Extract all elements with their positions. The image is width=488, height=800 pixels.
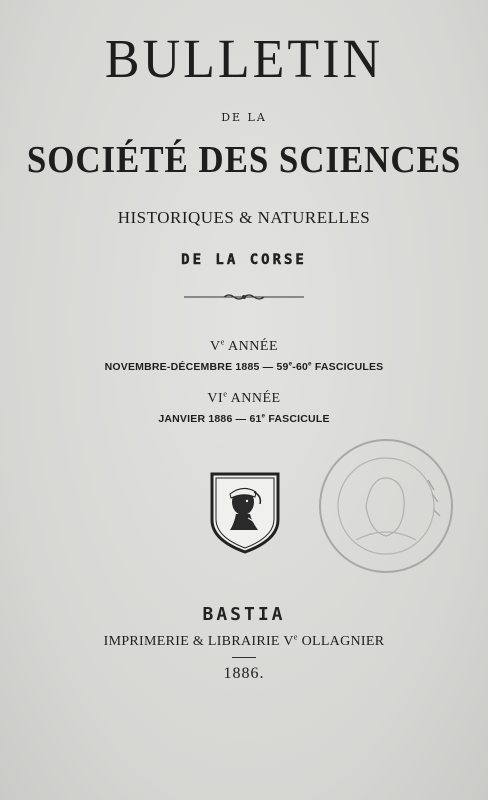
imprint-printer: IMPRIMERIE & LIBRAIRIE Ve OLLAGNIER bbox=[103, 632, 385, 649]
issue-detail-5: NOVEMBRE-DÉCEMBRE 1885 — 59e-60e FASCICULES bbox=[104, 360, 384, 373]
imprint-rule bbox=[232, 657, 256, 658]
ornament-divider-icon bbox=[184, 292, 304, 302]
region-name: DE LA CORSE bbox=[181, 252, 307, 268]
library-stamp-icon bbox=[316, 436, 456, 576]
corsican-moor-head-shield-icon bbox=[208, 470, 282, 554]
issue-detail-6: JANVIER 1886 — 61e FASCICULE bbox=[158, 412, 330, 425]
society-subtitle: HISTORIQUES & NATURELLES bbox=[117, 208, 371, 227]
issue-year-5: Ve ANNÉE bbox=[209, 337, 278, 354]
imprint-city: BASTIA bbox=[202, 604, 286, 625]
imprint-year: 1886. bbox=[223, 665, 265, 682]
issue-year-6: VIe ANNÉE bbox=[207, 389, 281, 406]
bulletin-title: BULLETIN bbox=[104, 29, 384, 90]
society-name: SOCIÉTÉ DES SCIENCES bbox=[26, 139, 462, 181]
de-la-text: DE LA bbox=[221, 111, 267, 124]
